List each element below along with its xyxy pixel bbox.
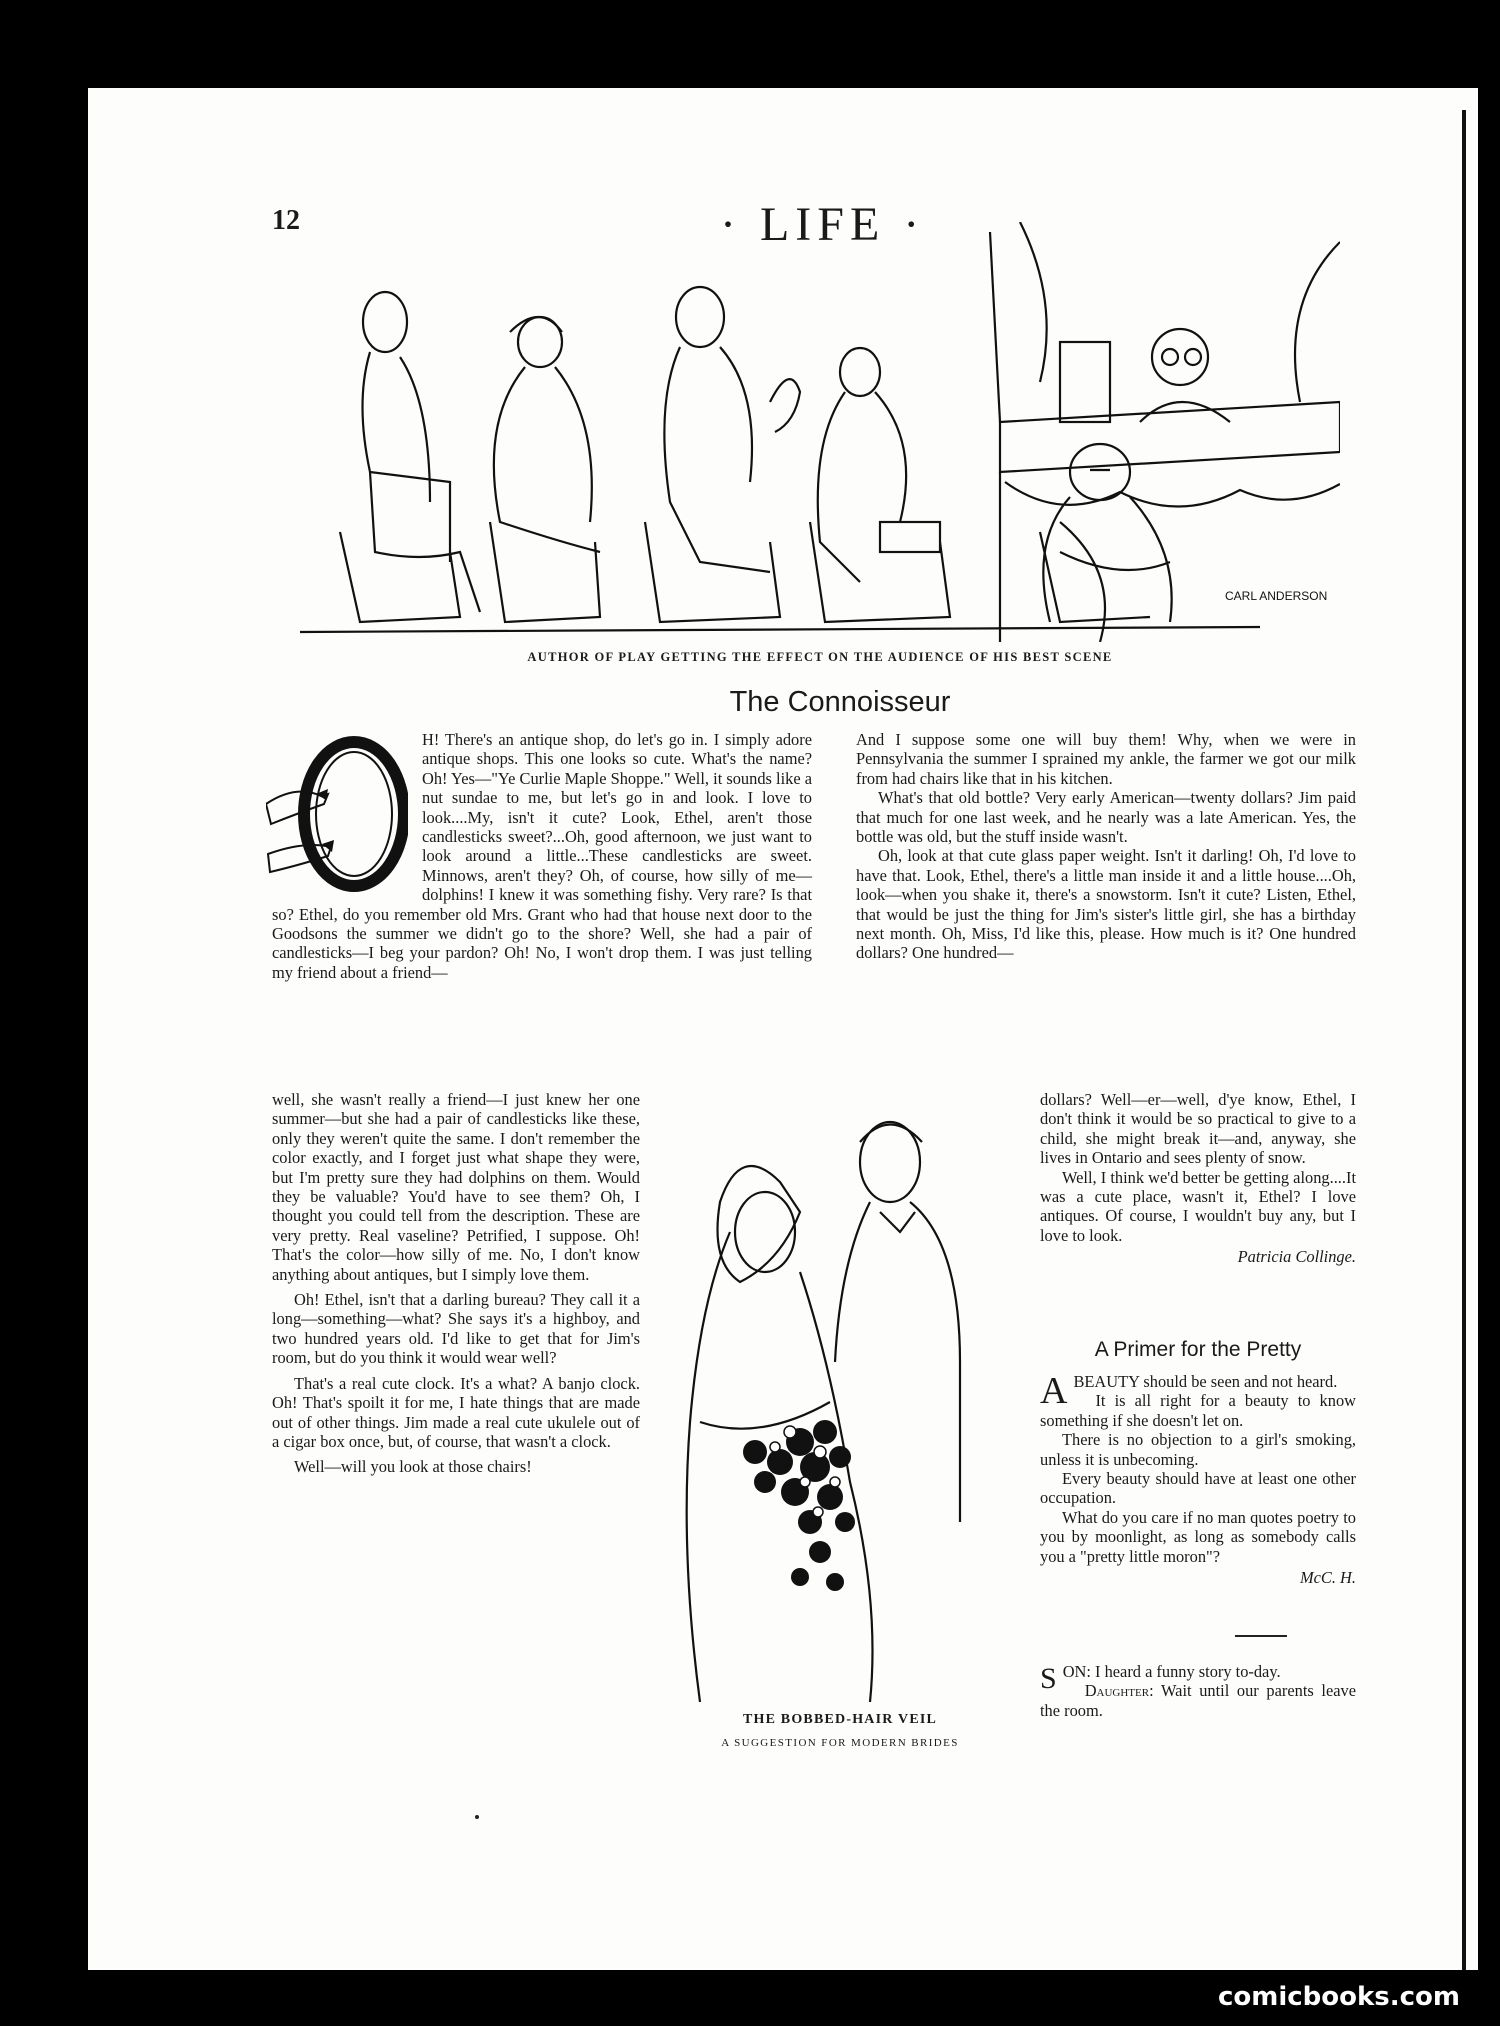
page-number: 12: [272, 205, 300, 236]
primer-line-1: BEAUTY should be seen and not heard.: [1073, 1372, 1338, 1391]
article-author: Patricia Collinge.: [1237, 1247, 1356, 1267]
bride-caption-subtitle: A SUGGESTION FOR MODERN BRIDES: [721, 1737, 959, 1749]
article-paragraph-1-cont: well, she wasn't really a friend—I just knew her one summer—but she had a pair of candlesticks like these, only they weren't quite the same. I don't remember the color exactly, and I forget just what shape they were, but I'm pretty sure they had dolphins on them. Would they be valuable? You'd have to see them? Oh, I thought you could tell from the description. These are very pretty. Real vaseline? Petrified, I suppose. Oh! That's the color—how silly of me. No, I don't know anything about antiques, but I simply love them.: [272, 1090, 640, 1284]
primer-title: A Primer for the Pretty: [1094, 1338, 1302, 1361]
joke-daughter-label: Daughter:: [1084, 1681, 1154, 1701]
article-paragraph-1: H! There's an antique shop, do let's go in. I simply adore antique shops. This one looks so cute. What's the name? Oh! Yes—"Ye Curlie Maple Shoppe." Well, it sounds like a nut sundae to me, but let's go in and look. I love to look....My, isn't it cute? Look, Ethel, aren't those candlesticks sweet?...Oh, good afternoon, we just want to look around a little...These candlesticks are sweet. Minnows, aren't they? Oh, of course, how silly of me—dolphins! I knew it was something fishy. Very rare? Is that so? Ethel, do you remember old Mrs. Grant who had that house next door to the Goodsons the summer we didn't go to the shore? Well, she had a pair of candlesticks—I beg your pardon? Oh! No, I won't drop them. I was just telling my friend about a friend—: [272, 730, 812, 982]
primer-line-3: There is no objection to a girl's smoking, unless it is unbecoming.: [1040, 1430, 1356, 1469]
article-paragraph-col3-2: Well, I think we'd better be getting along....It was a cute place, wasn't it, Ethel? I love antiques. Of course, I wouldn't buy any, but I love to look.: [1040, 1167, 1356, 1245]
joke-initial: S: [1040, 1662, 1057, 1695]
primer-initial: A: [1040, 1370, 1068, 1412]
primer-column: [1040, 1372, 1356, 1587]
page-speck: [475, 1815, 479, 1819]
decorative-o-initial: [266, 734, 408, 892]
cartoon-caption: AUTHOR OF PLAY GETTING THE EFFECT ON THE AUDIENCE OF HIS BEST SCENE: [527, 650, 1113, 664]
article-paragraph-4: Well—will you look at those chairs!: [294, 1457, 532, 1477]
watermark: comicbooks.com: [1217, 1982, 1460, 2012]
article-paragraph-3: That's a real cute clock. It's a what? A banjo clock. Oh! That's spoilt it for me, I hate things that are made out of other things. Jim made a real cute ukulele out of a cigar box once, but, of course, that wasn't a clock.: [272, 1373, 640, 1451]
article-paragraph-col2-2: What's that old bottle? Very early American—twenty dollars? Jim paid that much for one last week, and he nearly was a late American. Yes, the bottle was old, but the stuff inside wasn't.: [856, 788, 1356, 847]
primer-line-2: It is all right for a beauty to know something if she doesn't let on.: [1040, 1391, 1356, 1430]
bride-groom-illustration: [660, 1102, 1020, 1702]
article-column-1: [272, 730, 812, 982]
bride-caption-title: THE BOBBED-HAIR VEIL: [742, 1712, 938, 1727]
page-gutter-line: [1462, 110, 1466, 1970]
joke-column: [1040, 1662, 1356, 1720]
primer-author: McC. H.: [1300, 1568, 1356, 1588]
article-title: The Connoisseur: [729, 686, 951, 718]
section-divider: [1235, 1635, 1287, 1637]
article-column-3: [1040, 1090, 1356, 1267]
article-paragraph-col2-1: And I suppose some one will buy them! Why, when we were in Pennsylvania the summer I sprained my ankle, the farmer we got our milk from had chairs like that in his kitchen.: [856, 730, 1356, 788]
primer-line-5: What do you care if no man quotes poetry to you by moonlight, as long as somebody calls you a "pretty little moron"?: [1040, 1507, 1356, 1566]
article-column-1-lower: [272, 1090, 640, 1477]
article-paragraph-col2-3: Oh, look at that cute glass paper weight. Isn't it darling! Oh, I'd love to have that. Look, Ethel, there's a little man inside it and a little house....Oh, look—when you shake it, there's a snowstorm. Isn't it cute? Listen, Ethel, that would be just the thing for Jim's sister's little girl, she has a birthday next month. Oh, Miss, I'd like this, please. How much is it? One hundred dollars? One hundred—: [856, 846, 1356, 963]
article-paragraph-2: Oh! Ethel, isn't that a darling bureau? They call it a long—something—what? She says it's a highboy, and two hundred years old. I'd like to get that for Jim's room, but do you think it would wear well?: [272, 1290, 640, 1368]
masthead: · LIFE ·: [720, 198, 926, 251]
article-column-2: [856, 730, 1356, 963]
joke-son-line: ON: I heard a funny story to-day.: [1062, 1662, 1281, 1681]
primer-line-4: Every beauty should have at least one other occupation.: [1040, 1469, 1356, 1508]
theater-audience-cartoon: [300, 222, 1340, 642]
joke-daughter-line: Wait until our parents leave the room.: [1040, 1681, 1356, 1720]
cartoon-signature: CARL ANDERSON: [1225, 589, 1328, 603]
article-paragraph-col3-1: dollars? Well—er—well, d'ye know, Ethel, I don't think it would be so practical to give to a child, she might break it—and, anyway, she lives in Ontario and sees plenty of snow.: [1040, 1090, 1356, 1168]
